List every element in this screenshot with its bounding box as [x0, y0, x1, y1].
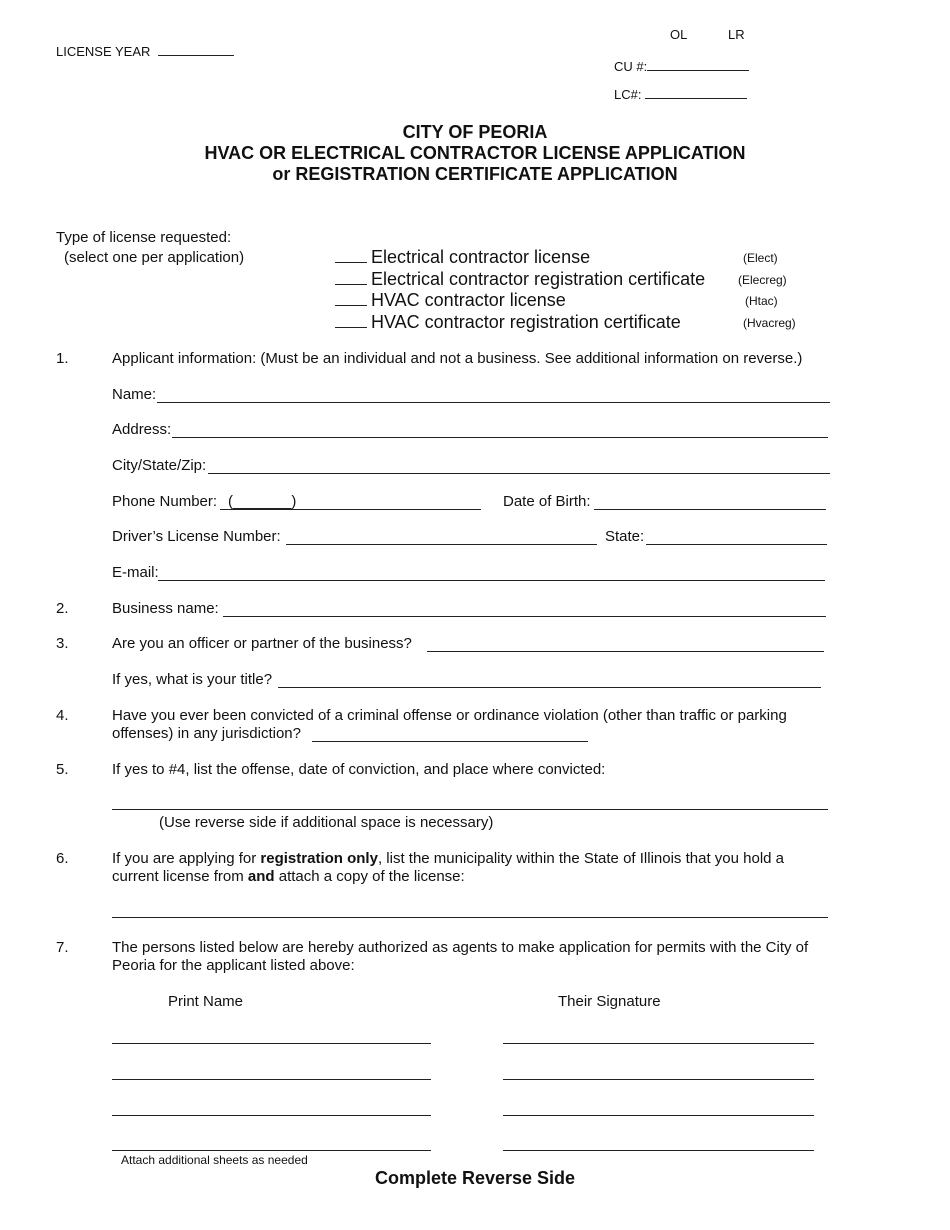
- registration-question-line1: [112, 850, 784, 867]
- option-code: (Elecreg): [738, 273, 787, 287]
- lc-field[interactable]: [645, 84, 747, 99]
- registration-question-text: , list the municipality within the State of Illinois that you hold a: [377, 850, 785, 867]
- registration-question-line2: [112, 868, 465, 885]
- license-year-field[interactable]: [158, 41, 234, 56]
- email-label: E-mail:: [112, 564, 159, 581]
- title-question: If yes, what is your title?: [112, 671, 273, 688]
- option-code: (Htac): [745, 294, 778, 308]
- license-type-label: Type of license requested:: [56, 229, 232, 246]
- license-year: [56, 41, 234, 59]
- address-field[interactable]: [172, 437, 828, 438]
- option-htac[interactable]: [335, 289, 566, 311]
- applicant-info-heading: Applicant information: (Must be an individual and not a business. See additional information on reverse.): [112, 350, 803, 367]
- signature-field[interactable]: [503, 1043, 814, 1044]
- cu-field[interactable]: [647, 56, 749, 71]
- print-name-field[interactable]: [112, 1079, 431, 1080]
- title-city: CITY OF PEORIA: [402, 122, 548, 142]
- item-number: 6.: [56, 850, 69, 867]
- name-field[interactable]: [157, 402, 830, 403]
- item-number: 5.: [56, 761, 69, 778]
- registration-question-text: If you are applying for: [112, 850, 261, 867]
- offense-details-field[interactable]: [112, 809, 828, 810]
- signature-field[interactable]: [503, 1079, 814, 1080]
- title-registration: or REGISTRATION CERTIFICATE APPLICATION: [272, 164, 678, 184]
- lc-label: LC#:: [614, 87, 642, 102]
- agents-statement-line2: Peoria for the applicant listed above:: [112, 957, 355, 974]
- item-number: 3.: [56, 635, 69, 652]
- item-number: 1.: [56, 350, 69, 367]
- option-label: HVAC contractor license: [371, 290, 566, 310]
- and-emphasis: and: [247, 868, 275, 885]
- municipality-field[interactable]: [112, 917, 828, 918]
- email-field[interactable]: [158, 580, 825, 581]
- offense-details-question: If yes to #4, list the offense, date of conviction, and place where convicted:: [112, 761, 606, 778]
- conviction-question-line2: offenses) in any jurisdiction?: [112, 725, 301, 742]
- city-state-zip-field[interactable]: [208, 473, 830, 474]
- phone-field[interactable]: [220, 509, 481, 510]
- option-code: (Elect): [743, 251, 778, 265]
- license-year-label: LICENSE YEAR: [56, 44, 151, 59]
- item-number: 4.: [56, 707, 69, 724]
- phone-area-code[interactable]: (_______): [228, 493, 297, 510]
- dob-label: Date of Birth:: [503, 493, 591, 510]
- address-label: Address:: [112, 421, 172, 438]
- option-hvacreg[interactable]: [335, 311, 681, 333]
- state-field[interactable]: [646, 544, 827, 545]
- lc-number: [614, 84, 747, 102]
- print-name-header: Print Name: [168, 993, 244, 1010]
- cu-label: CU #:: [614, 59, 648, 74]
- option-label: Electrical contractor registration certificate: [371, 269, 706, 289]
- option-elecreg[interactable]: [335, 268, 705, 290]
- option-code: (Hvacreg): [743, 316, 796, 330]
- city-state-zip-label: City/State/Zip:: [112, 457, 207, 474]
- phone-label: Phone Number:: [112, 493, 218, 510]
- drivers-license-label: Driver’s License Number:: [112, 528, 281, 545]
- ol-label: OL: [670, 27, 688, 42]
- license-type-sublabel: (select one per application): [64, 249, 245, 266]
- item-number: 2.: [56, 600, 69, 617]
- option-label: Electrical contractor license: [371, 247, 591, 267]
- option-blank[interactable]: [335, 246, 367, 263]
- registration-question-text: current license from: [112, 868, 248, 885]
- business-name-label: Business name:: [112, 600, 219, 617]
- officer-answer-field[interactable]: [427, 651, 824, 652]
- option-blank[interactable]: [335, 268, 367, 285]
- registration-question-text: attach a copy of the license:: [274, 868, 465, 885]
- drivers-license-field[interactable]: [286, 544, 597, 545]
- dob-field[interactable]: [594, 509, 826, 510]
- title-application: HVAC OR ELECTRICAL CONTRACTOR LICENSE APPLICATION: [204, 143, 746, 163]
- lr-label: LR: [728, 27, 745, 42]
- conviction-question-line1: Have you ever been convicted of a criminal offense or ordinance violation (other than traffic or parking: [112, 707, 787, 724]
- option-blank[interactable]: [335, 289, 367, 306]
- item-number: 7.: [56, 939, 69, 956]
- their-signature-header: Their Signature: [558, 993, 661, 1010]
- option-elect[interactable]: [335, 246, 590, 268]
- conviction-answer-field[interactable]: [312, 741, 588, 742]
- signature-field[interactable]: [503, 1115, 814, 1116]
- print-name-field[interactable]: [112, 1043, 431, 1044]
- print-name-field[interactable]: [112, 1150, 431, 1151]
- complete-reverse-side: Complete Reverse Side: [374, 1168, 576, 1188]
- business-name-field[interactable]: [223, 616, 826, 617]
- registration-only-emphasis: registration only: [260, 850, 378, 867]
- print-name-field[interactable]: [112, 1115, 431, 1116]
- cu-number: [614, 56, 749, 74]
- attach-sheets-note: Attach additional sheets as needed: [121, 1153, 308, 1167]
- option-blank[interactable]: [335, 311, 367, 328]
- reverse-side-note: (Use reverse side if additional space is necessary): [159, 814, 494, 831]
- name-label: Name:: [112, 386, 157, 403]
- officer-question: Are you an officer or partner of the business?: [112, 635, 412, 652]
- title-answer-field[interactable]: [278, 687, 821, 688]
- agents-statement-line1: The persons listed below are hereby authorized as agents to make application for permits with the City of: [112, 939, 809, 956]
- state-label: State:: [605, 528, 645, 545]
- signature-field[interactable]: [503, 1150, 814, 1151]
- option-label: HVAC contractor registration certificate: [371, 312, 681, 332]
